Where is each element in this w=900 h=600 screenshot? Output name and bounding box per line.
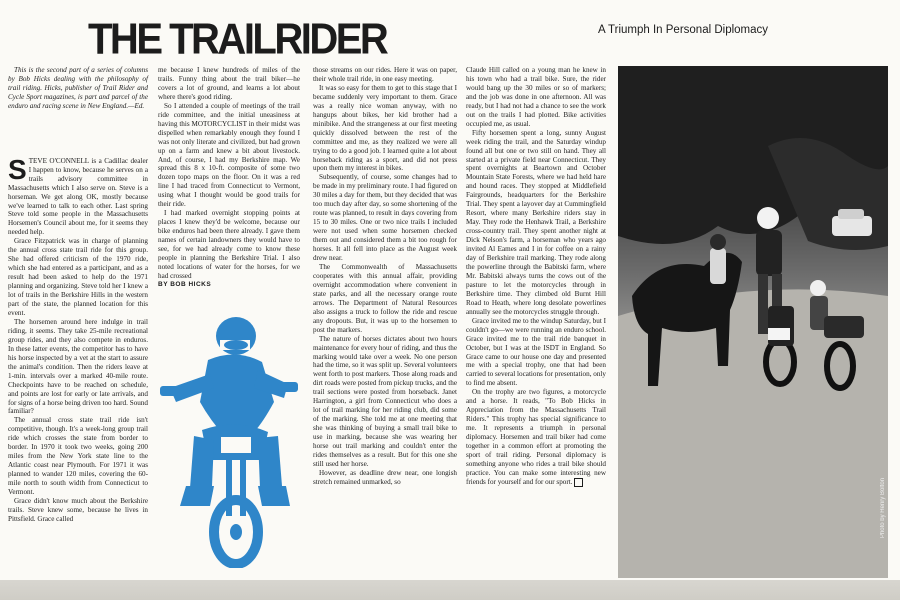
paragraph: STEVE O'CONNELL is a Cadillac dealer I happen to know, because he serves on a trails advisory committee in Massachusetts which I also serve on. Steve is a horseman. We get along OK, mostly because we've learned to talk to each other. Last spring Steve told some people in the Massachusetts Horsemen's Council about me, for it seems they needed help.: [8, 153, 148, 237]
paragraph: Fifty horsemen spent a long, sunny August week riding the trail, and the Saturday windup found all but one or two still on hand. They all started at a private field near Connecticut. They spent overnights at Beartown and October Mountain State Forests, where we had held hare and hound races. They stopped at Middlefield Fairgrounds, headquarters for the Berkshire Trial. They spent a layover day at Cummingfield Resort, where many Berkshire riders stay in May. They rode the Henhawk Trail, a Berkshire cross-country trail. They spent another night at Dick Nelson's farm, a horseman who years ago invited Al Eames and I in for coffee on a rainy day of Berkshire trail marking. They rode along the powerline through the Babitski farm, where Mr. Babitski always turns the cows out of the pasture to let the motorcycles through in Berkshire time. They climbed old Burnt Hill Road to Heath, where long desolate powerlines annually see the motorcycles struggle through.: [466, 128, 606, 316]
motorcycle-rider-illustration: [150, 310, 300, 568]
paragraph: Claude Hill called on a young man he knew in his town who had a trail bike. Sure, the rider would bang up the 30 miles or so of markers; and the job was done in one afternoon. All was ready, but I had not had a chance to see the work out on the trails I had plotted. Bike activities occupied me, as usual.: [466, 66, 606, 128]
text-column-1: [8, 66, 148, 524]
text-column-3: [313, 66, 457, 487]
photo-credit: Photo by Henry Bolton: [880, 477, 886, 538]
paragraph: I had marked overnight stopping points at places I knew they'd be welcome, because our bike enduros had been there already. I gave them names of certain landowners they would have to see, for we had already come to know these people in planning the Berkshire Trial. I also noted locations of water for the horses, for we had crossed: [158, 209, 300, 280]
editor-intro: This is the second part of a series of columns by Bob Hicks dealing with the philosophy of trail riding. Hicks, publisher of Trail Rider and Cycle Sport magazines, is part and parcel of the enduro and racing scene in New England.—Ed.: [8, 66, 148, 110]
paragraph: Grace invited me to the windup Saturday, but I couldn't go—we were running an enduro school. Grace invited me to the trail ride banquet in October, but I was at the ISDT in England. So Grace came to our house one day and presented me with a special trophy, one that had been carried to several locations for presentation, only to find me absent.: [466, 316, 606, 388]
photo-scene: [618, 66, 888, 578]
paragraph: Grace Fitzpatrick was in charge of planning the annual cross state trail ride for this group. She had offered criticism of the 1970 ride, which she had entered as a participant, and as a result had been asked to help do the 1971 planning and organizing. Steve told her I knew a lot of trails in the Berkshire Hills in the western part of the state, the planned location for this event.: [8, 237, 148, 317]
paragraph: The annual cross state trail ride isn't competitive, though. It's a week-long group trail ride which crosses the state from border to border. In 1970 it took two weeks, going 200 miles from the New York state line to the Atlantic coast near Plymouth. For 1971 it was planned to wander 120 miles, covering the 60-mile north to south width from Connecticut to Vermont.: [8, 416, 148, 497]
paragraph: me because I knew hundreds of miles of the trails. Funny thing about the trail biker—he covers a lot of ground, and learns a lot about where there's good riding.: [158, 66, 300, 101]
horse-and-motorcycle-photo: [618, 66, 888, 578]
byline: BY BOB HICKS: [158, 280, 212, 288]
paragraph: However, as deadline drew near, one longish stretch remained unmarked, so: [313, 468, 457, 486]
paragraph: It was so easy for them to get to this stage that I became suddenly very important to them. Grace was a really nice woman anyway, with no hangups about bikes, her kid brother had a minibike. And the strangeness at our first meeting quickly dissolved between the rest of the committee and me, as they realized we were all trying to do a good job. I learned quite a lot about horseback riding as a sport, and did not press upon them my interest in bikes.: [313, 83, 457, 173]
drop-cap: S: [8, 153, 27, 185]
text-column-2: [158, 66, 300, 290]
paragraph: The nature of horses dictates about two hours maintenance for every hour of riding, and thus the marking would take over a week. No one person had the time, so it was split up. Several volunteers went forth to post markers. Those along roads and dirt roads were posted from pickup trucks, and the trail sections were posted from horseback. Janet Harrington, a girl from Connecticut who does a lot of trail marking for her riding club, did some of the marking. She told me at one meeting that she was thinking of buying a small trail bike to use in marking, because she was wearing her horse out trail marking and couldn't enter the rides themselves as a result. But for this one she still used her horse.: [313, 334, 457, 468]
paragraph: The Commonwealth of Massachusetts cooperates with this annual affair, providing overnight accommodation where convenient in state parks, and all the necessary orange route arrows. The Department of Natural Resources also assigns a truck to follow the ride and rescue any dropouts. But, it was up to the horsemen to post the markers.: [313, 262, 457, 334]
paragraph: Subsequently, of course, some changes had to be made in my preliminary route. I had figured on 30 miles a day for them, but they decided that was too much day after day, so some shortening of the route was planned, to result in days covering from 15 to 30 miles. One or two nice trails I included were not used when some horsemen checked them out and considered them a bit too rough for horses. It all fell into place as the August week drew near.: [313, 173, 457, 263]
text-column-4: [466, 66, 606, 487]
paragraph: So I attended a couple of meetings of the trail ride committee, and the initial uneasiness at having this MOTORCYCLIST in their midst was dispelled when remarkably enough they found I was not only literate and civilized, but had grown up on a farm and knew a bit about livestock. And, of course, I had my Berkshire map. We spread this 8 x 10-ft. composite of some two dozen topo maps on the floor. On it was a red line I had traced from Connecticut to Vermont, using what I thought would be good trails for their ride.: [158, 101, 300, 209]
paragraph: The horsemen around here indulge in trail riding, it seems. They take 25-mile recreational group rides, and they also compete in enduros. In these latter events, the competitor has to have his horse inspected by a vet at the start to assure the animal's condition. Then the riders leave at 1-min. intervals over a marked 40-mile route. Checkpoints have to be reached on schedule, and points are lost for early or late arrivals, and for signs of a horse being driven too hard. Sound familiar?: [8, 317, 148, 416]
article-subtitle: A Triumph In Personal Diplomacy: [598, 24, 769, 36]
paragraph: those streams on our rides. Here it was on paper, their whole trail ride, in one easy meeting.: [313, 66, 457, 83]
page-bottom-band: [0, 580, 900, 600]
paragraph: Grace didn't know much about the Berkshire trails. Steve knew some, because he lives in Pittsfield. Grace called: [8, 496, 148, 523]
article-title: THE TRAILRIDER: [88, 15, 387, 64]
end-mark-icon: [574, 478, 583, 487]
paragraph: On the trophy are two figures, a motorcycle and a horse. It reads, "To Bob Hicks in Appreciation from the Massachusetts Trail Riders." This trophy has special significance to me. It represents a triumph in personal diplomacy. Horsemen and trail biker had come together in a common effort at promoting the sport of trail riding. Personal diplomacy is something anyone who rides a trail bike should practice. You can make some interesting new friends for yourself and for our sport.: [466, 388, 606, 486]
